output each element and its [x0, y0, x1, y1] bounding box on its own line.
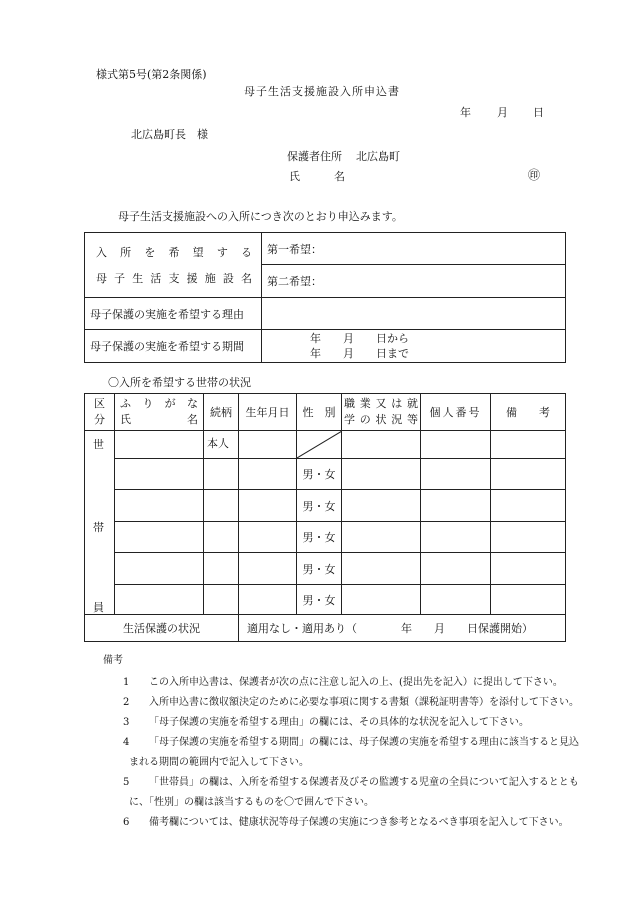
member-remarks-cell[interactable] [491, 522, 566, 553]
member-birthdate-cell[interactable] [239, 459, 297, 490]
second-choice-field[interactable]: 第二希望： [262, 265, 566, 298]
member-gender-option[interactable]: 男・女 [297, 585, 342, 615]
period-field[interactable] [262, 330, 566, 363]
note-item [103, 673, 583, 693]
reason-label: 母子保護の実施を希望する理由 [85, 298, 262, 330]
seal-mark: ㊞ [528, 168, 541, 182]
side-label-3: 員 [93, 601, 104, 614]
intro-text: 母子生活支援施設への入所につき次のとおり申込みます。 [118, 210, 403, 223]
note-item [103, 693, 583, 713]
household-heading: 〇入所を希望する世帯の状況 [108, 376, 251, 389]
header-occupation-line2: 学の状況等 [344, 413, 418, 426]
member-number-cell[interactable] [421, 553, 491, 585]
member-occupation-cell[interactable] [342, 431, 421, 459]
member-birthdate-cell[interactable] [239, 522, 297, 553]
member-occupation-cell[interactable] [342, 553, 421, 585]
note-text: 入所申込書に徴収額決定のために必要な事項に関する書類（課税証明書等）を添付して下さい。 [149, 697, 579, 708]
member-number-cell[interactable] [421, 431, 491, 459]
notes-heading: 備考 [103, 655, 123, 666]
member-relation-cell[interactable] [204, 553, 239, 585]
member-name-cell[interactable] [115, 459, 204, 490]
member-relation-cell[interactable] [204, 490, 239, 522]
member-name-cell[interactable] [115, 490, 204, 522]
header-birthdate: 生年月日 [239, 394, 297, 431]
member-gender-option[interactable]: 男・女 [297, 553, 342, 585]
member-remarks-cell[interactable] [491, 490, 566, 522]
member-number-cell[interactable] [421, 459, 491, 490]
address-value: 北広島町 [356, 150, 400, 163]
facility-label-cell [85, 233, 262, 298]
header-category-line2: 分 [94, 413, 105, 426]
header-shimei: 氏 名 [120, 413, 198, 426]
address-label: 保護者住所 [287, 150, 342, 163]
note-item [103, 713, 583, 733]
date-day: 日 [533, 106, 544, 119]
member-birthdate-cell[interactable] [239, 490, 297, 522]
note-text: 「世帯員」の欄は、入所を希望する保護者及びその監護する児童の全員について記入するとともに、「性別」の欄は該当するものを〇で囲んで下さい。 [129, 777, 579, 808]
member-relation-cell[interactable] [204, 585, 239, 615]
member-number-cell[interactable] [421, 585, 491, 615]
note-number: 2 [123, 697, 130, 708]
side-label-1: 世 [93, 438, 104, 451]
side-label-2: 帯 [93, 521, 104, 534]
date-month: 月 [497, 106, 508, 119]
member-gender-option[interactable]: 男・女 [297, 490, 342, 522]
member-name-cell[interactable] [115, 553, 204, 585]
member-birthdate-cell[interactable] [239, 431, 297, 459]
first-choice-field[interactable]: 第一希望： [262, 233, 566, 265]
note-number: 6 [123, 817, 130, 828]
header-relation: 続柄 [204, 394, 239, 431]
reason-field[interactable] [262, 298, 566, 330]
note-text: この入所申込書は、保護者が次の点に注意し記入の上、(提出先を記入）に提出して下さい。 [149, 677, 563, 688]
form-number: 様式第5号(第2条関係) [96, 68, 207, 81]
header-gender: 性 別 [297, 394, 342, 431]
member-occupation-cell[interactable] [342, 585, 421, 615]
household-table [84, 393, 566, 642]
member-relation-cell: 本人 [204, 431, 239, 459]
header-category [85, 394, 115, 431]
addressee: 北広島町長 様 [131, 128, 208, 141]
facility-table [84, 232, 566, 363]
member-name-cell[interactable] [115, 585, 204, 615]
member-gender-option[interactable]: 男・女 [297, 522, 342, 553]
member-gender-option[interactable]: 男・女 [297, 459, 342, 490]
member-remarks-cell[interactable] [491, 585, 566, 615]
member-occupation-cell[interactable] [342, 522, 421, 553]
welfare-value[interactable]: 適用なし・適用あり（ 年 月 日保護開始） [239, 615, 566, 642]
note-text: 「母子保護の実施を希望する理由」の欄には、その具体的な状況を記入して下さい。 [149, 717, 529, 728]
member-remarks-cell[interactable] [491, 431, 566, 459]
period-label: 母子保護の実施を希望する期間 [85, 330, 262, 363]
member-gender-cell-diagonal [297, 431, 342, 459]
welfare-label: 生活保護の状況 [85, 615, 239, 642]
note-text: 備考欄については、健康状況等母子保護の実施につき参考となるべき事項を記入して下さい。 [149, 817, 569, 828]
header-category-line1: 区 [94, 397, 105, 410]
note-item [103, 733, 583, 773]
member-name-cell[interactable] [115, 522, 204, 553]
page-title: 母子生活支援施設入所申込書 [244, 85, 400, 98]
member-remarks-cell[interactable] [491, 459, 566, 490]
member-birthdate-cell[interactable] [239, 585, 297, 615]
note-text: 「母子保護の実施を希望する期間」の欄には、母子保護の実施を希望する理由に該当すると見込まれる期間の範囲内で記入して下さい。 [129, 737, 579, 768]
date-year: 年 [460, 106, 471, 119]
note-number: 5 [123, 777, 130, 788]
note-number: 1 [123, 677, 130, 688]
facility-label-line1: 入所を希望する [96, 246, 252, 259]
member-remarks-cell[interactable] [491, 553, 566, 585]
member-relation-cell[interactable] [204, 522, 239, 553]
header-occupation [342, 394, 421, 431]
note-number: 3 [123, 717, 130, 728]
note-item [103, 813, 583, 833]
period-to: 年 月 日まで [310, 347, 409, 360]
name-label-first: 氏 [289, 170, 300, 183]
note-item [103, 773, 583, 813]
note-number: 4 [123, 737, 130, 748]
member-relation-cell[interactable] [204, 459, 239, 490]
name-label-second: 名 [334, 170, 345, 183]
member-occupation-cell[interactable] [342, 459, 421, 490]
member-name-cell[interactable] [115, 431, 204, 459]
period-from: 年 月 日から [310, 332, 409, 345]
household-side-label [85, 431, 115, 615]
diagonal-slash [297, 431, 342, 458]
member-number-cell[interactable] [421, 490, 491, 522]
member-birthdate-cell[interactable] [239, 553, 297, 585]
header-name [115, 394, 204, 431]
member-number-cell[interactable] [421, 522, 491, 553]
header-furigana: ふりがな [120, 397, 198, 410]
header-remarks: 備 考 [491, 394, 566, 431]
header-occupation-line1: 職業又は就 [344, 397, 418, 410]
facility-label-line2: 母子生活支援施設名 [96, 272, 252, 285]
notes-section [103, 651, 583, 833]
member-occupation-cell[interactable] [342, 490, 421, 522]
header-personal-number: 個人番号 [421, 394, 491, 431]
